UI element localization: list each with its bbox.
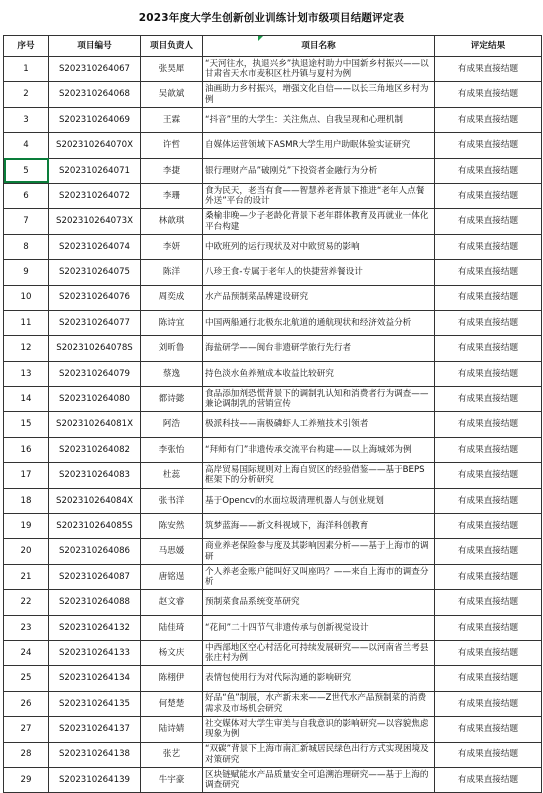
cell-seq[interactable]: 29: [4, 767, 49, 792]
cell-code[interactable]: S202310264075: [49, 260, 141, 285]
cell-result[interactable]: 有成果直接结题: [435, 107, 542, 132]
cell-result[interactable]: 有成果直接结题: [435, 209, 542, 234]
cell-result[interactable]: 有成果直接结题: [435, 640, 542, 665]
cell-seq[interactable]: 1: [4, 57, 49, 82]
cell-name[interactable]: 社交媒体对大学生审美与自我意识的影响研究—以容貌焦虑现象为例: [203, 717, 435, 742]
cell-code[interactable]: S202310264085S: [49, 514, 141, 539]
header-code[interactable]: 项目编号: [49, 36, 141, 57]
cell-leader[interactable]: 何楚楚: [141, 691, 203, 716]
table-row[interactable]: [4, 564, 542, 589]
cell-seq[interactable]: 7: [4, 209, 49, 234]
cell-name[interactable]: 海盐研学——闽台非遗研学旅行先行者: [203, 336, 435, 361]
table-row[interactable]: [4, 336, 542, 361]
cell-result[interactable]: 有成果直接结题: [435, 387, 542, 412]
cell-code[interactable]: S202310264133: [49, 640, 141, 665]
cell-code[interactable]: S202310264077: [49, 310, 141, 335]
cell-leader[interactable]: 林歆琪: [141, 209, 203, 234]
cell-leader[interactable]: 刘昕鲁: [141, 336, 203, 361]
cell-name[interactable]: 筑梦蓝海——新文科视域下，海洋科创教育: [203, 514, 435, 539]
table-row[interactable]: [4, 234, 542, 259]
header-row: [4, 36, 542, 57]
table-row[interactable]: [4, 767, 542, 792]
cell-name[interactable]: 基于Opencv的水面垃圾清理机器人与创业规划: [203, 488, 435, 513]
cell-seq[interactable]: 6: [4, 183, 49, 208]
cell-code[interactable]: S202310264087: [49, 564, 141, 589]
cell-result[interactable]: 有成果直接结题: [435, 717, 542, 742]
cell-name[interactable]: 高岸贸易国际规则对上海自贸区的经验借鉴——基于BEPS框架下的分析研究: [203, 463, 435, 488]
cell-result[interactable]: 有成果直接结题: [435, 539, 542, 564]
cell-name[interactable]: 商业养老保险参与度及其影响因素分析——基于上海市的调研: [203, 539, 435, 564]
cell-result[interactable]: 有成果直接结题: [435, 590, 542, 615]
table-row[interactable]: [4, 310, 542, 335]
cell-result[interactable]: 有成果直接结题: [435, 183, 542, 208]
cell-code[interactable]: S202310264074: [49, 234, 141, 259]
header-result[interactable]: 评定结果: [435, 36, 542, 57]
cell-seq[interactable]: 11: [4, 310, 49, 335]
table-row[interactable]: [4, 82, 542, 107]
cell-seq[interactable]: 23: [4, 615, 49, 640]
table-row[interactable]: [4, 742, 542, 767]
cell-name[interactable]: 食品添加剂恐慌背景下的调制乳认知和消费者行为调查——兼论调制乳的营销宣传: [203, 387, 435, 412]
table-row[interactable]: [4, 133, 542, 158]
cell-seq[interactable]: 4: [4, 133, 49, 158]
cell-result[interactable]: 有成果直接结题: [435, 285, 542, 310]
cell-leader[interactable]: 唐铭逞: [141, 564, 203, 589]
cell-leader[interactable]: 牛宇豪: [141, 767, 203, 792]
cell-result[interactable]: 有成果直接结题: [435, 57, 542, 82]
cell-leader[interactable]: 马思媛: [141, 539, 203, 564]
cell-name[interactable]: 水产品预制菜品牌建设研究: [203, 285, 435, 310]
cell-leader[interactable]: 李妍: [141, 234, 203, 259]
table-row[interactable]: [4, 590, 542, 615]
cell-seq[interactable]: 19: [4, 514, 49, 539]
cell-name[interactable]: 自媒体运营领域下ASMR大学生用户助眠体验实证研究: [203, 133, 435, 158]
cell-result[interactable]: 有成果直接结题: [435, 158, 542, 183]
cell-code[interactable]: S202310264081X: [49, 412, 141, 437]
cell-leader[interactable]: 李张怡: [141, 437, 203, 462]
header-seq[interactable]: 序号: [4, 36, 49, 57]
cell-seq[interactable]: 8: [4, 234, 49, 259]
table-row[interactable]: [4, 666, 542, 691]
cell-leader[interactable]: 张艺: [141, 742, 203, 767]
cell-result[interactable]: 有成果直接结题: [435, 133, 542, 158]
cell-leader[interactable]: 周奕成: [141, 285, 203, 310]
cell-name[interactable]: 中欧班列的运行现状及对中欧贸易的影响: [203, 234, 435, 259]
table-row[interactable]: [4, 437, 542, 462]
cell-code[interactable]: S202310264069: [49, 107, 141, 132]
table-row[interactable]: [4, 107, 542, 132]
table-row[interactable]: [4, 183, 542, 208]
cell-name[interactable]: 预制菜食品系统变革研究: [203, 590, 435, 615]
cell-code[interactable]: S202310264068: [49, 82, 141, 107]
cell-code[interactable]: S202310264086: [49, 539, 141, 564]
cell-name[interactable]: 好品“鱼”制展，水产新未来——Z世代水产品预制菜的消费需求及市场机会研究: [203, 691, 435, 716]
cell-name[interactable]: 油画助力乡村振兴，增强文化自信——以长三角地区乡村为例: [203, 82, 435, 107]
cell-name[interactable]: 持色淡水鱼养殖成本收益比较研究: [203, 361, 435, 386]
cell-seq[interactable]: 18: [4, 488, 49, 513]
cell-code[interactable]: S202310264070X: [49, 133, 141, 158]
cell-code[interactable]: S202310264076: [49, 285, 141, 310]
cell-code[interactable]: S202310264078S: [49, 336, 141, 361]
cell-leader[interactable]: 张昊犀: [141, 57, 203, 82]
table-row[interactable]: [4, 640, 542, 665]
cell-result[interactable]: 有成果直接结题: [435, 82, 542, 107]
cell-code[interactable]: S202310264072: [49, 183, 141, 208]
table-row[interactable]: [4, 387, 542, 412]
cell-result[interactable]: 有成果直接结题: [435, 310, 542, 335]
cell-leader[interactable]: 李珊: [141, 183, 203, 208]
cell-leader[interactable]: 吴歆斌: [141, 82, 203, 107]
table-row[interactable]: [4, 717, 542, 742]
table-row[interactable]: [4, 158, 542, 183]
cell-code[interactable]: S202310264080: [49, 387, 141, 412]
table-row[interactable]: [4, 463, 542, 488]
cell-leader[interactable]: 张书洋: [141, 488, 203, 513]
table-row[interactable]: [4, 514, 542, 539]
table-row[interactable]: [4, 539, 542, 564]
cell-leader[interactable]: 王霖: [141, 107, 203, 132]
cell-code[interactable]: S202310264132: [49, 615, 141, 640]
cell-seq[interactable]: 13: [4, 361, 49, 386]
cell-leader[interactable]: 蔡逸: [141, 361, 203, 386]
sheet-title: 2023年度大学生创新创业训练计划市级项目结题评定表: [138, 12, 405, 24]
cell-seq[interactable]: 25: [4, 666, 49, 691]
cell-leader[interactable]: 都诗懿: [141, 387, 203, 412]
cell-leader[interactable]: 陈安然: [141, 514, 203, 539]
cell-leader[interactable]: 陈栩伊: [141, 666, 203, 691]
cell-result[interactable]: 有成果直接结题: [435, 260, 542, 285]
cell-seq[interactable]: 17: [4, 463, 49, 488]
cell-code[interactable]: S202310264082: [49, 437, 141, 462]
cell-leader[interactable]: 李捷: [141, 158, 203, 183]
table-row[interactable]: [4, 361, 542, 386]
cell-seq[interactable]: 9: [4, 260, 49, 285]
header-leader[interactable]: 项目负责人: [141, 36, 203, 57]
cell-seq[interactable]: 2: [4, 82, 49, 107]
cell-code[interactable]: S202310264139: [49, 767, 141, 792]
cell-code[interactable]: S202310264137: [49, 717, 141, 742]
cell-seq[interactable]: 27: [4, 717, 49, 742]
cell-code[interactable]: S202310264067: [49, 57, 141, 82]
result-table: [3, 35, 542, 793]
cell-name[interactable]: 中国两船通行北极东北航道的通航现状和经济效益分析: [203, 310, 435, 335]
cell-leader[interactable]: 陆诗婧: [141, 717, 203, 742]
cell-seq[interactable]: 21: [4, 564, 49, 589]
cell-name[interactable]: 极派科技——南极磷虾人工养殖技术引领者: [203, 412, 435, 437]
cell-name[interactable]: 个人养老金账户能叫好又叫座吗？——来自上海市的调查分析: [203, 564, 435, 589]
cell-result[interactable]: 有成果直接结题: [435, 564, 542, 589]
cell-seq[interactable]: 10: [4, 285, 49, 310]
cell-seq[interactable]: 16: [4, 437, 49, 462]
cell-name[interactable]: 食为民天，老当有食——智慧养老背景下推进“老年人点餐外送”平台的设计: [203, 183, 435, 208]
cell-leader[interactable]: 陈诗宜: [141, 310, 203, 335]
table-row[interactable]: [4, 209, 542, 234]
cell-code[interactable]: S202310264079: [49, 361, 141, 386]
cell-leader[interactable]: 赵文睿: [141, 590, 203, 615]
cell-name[interactable]: “天河往水，执退兴乡”执退途村助力中国新乡村振兴——以甘肃省天水市麦积区杜丹镇与夏村为例: [203, 57, 435, 82]
cell-leader[interactable]: 杜蕊: [141, 463, 203, 488]
cell-code[interactable]: S202310264084X: [49, 488, 141, 513]
cell-result[interactable]: 有成果直接结题: [435, 615, 542, 640]
cell-result[interactable]: 有成果直接结题: [435, 767, 542, 792]
cell-seq[interactable]: 20: [4, 539, 49, 564]
table-row[interactable]: [4, 488, 542, 513]
cell-code[interactable]: S202310264071: [49, 158, 141, 183]
cell-result[interactable]: 有成果直接结题: [435, 666, 542, 691]
cell-seq[interactable]: 28: [4, 742, 49, 767]
cell-name[interactable]: 银行理财产品”破刚兑”下投资者金融行为分析: [203, 158, 435, 183]
cell-seq[interactable]: 22: [4, 590, 49, 615]
cell-code[interactable]: S202310264134: [49, 666, 141, 691]
cell-name[interactable]: 表情包使用行为对代际沟通的影响研究: [203, 666, 435, 691]
cell-name[interactable]: 区块链赋能水产品质量安全可追溯治理研究——基于上海的调查研究: [203, 767, 435, 792]
cell-seq[interactable]: 12: [4, 336, 49, 361]
cell-name[interactable]: “抖音”里的大学生：关注焦点、自我呈现和心理机制: [203, 107, 435, 132]
cell-seq[interactable]: 26: [4, 691, 49, 716]
cell-code[interactable]: S202310264073X: [49, 209, 141, 234]
table-row[interactable]: [4, 285, 542, 310]
cell-result[interactable]: 有成果直接结题: [435, 437, 542, 462]
cell-name[interactable]: 八珍王食-专属于老年人的快捷营养餐设计: [203, 260, 435, 285]
cell-leader[interactable]: 杨文庆: [141, 640, 203, 665]
cell-result[interactable]: 有成果直接结题: [435, 234, 542, 259]
cell-name[interactable]: “拜师有门”非遗传承交流平台构建——以上海城郊为例: [203, 437, 435, 462]
header-name[interactable]: 项目名称: [203, 36, 435, 57]
cell-name[interactable]: “花间”二十四节气非遗传承与创新视觉设计: [203, 615, 435, 640]
cell-seq[interactable]: 15: [4, 412, 49, 437]
cell-name[interactable]: “双碳”背景下上海市南汇新城居民绿色出行方式实现困境及对策研究: [203, 742, 435, 767]
table-row[interactable]: [4, 691, 542, 716]
cell-result[interactable]: 有成果直接结题: [435, 361, 542, 386]
cell-result[interactable]: 有成果直接结题: [435, 514, 542, 539]
cell-code[interactable]: S202310264135: [49, 691, 141, 716]
cell-result[interactable]: 有成果直接结题: [435, 691, 542, 716]
cell-leader[interactable]: 许哲: [141, 133, 203, 158]
cell-result[interactable]: 有成果直接结题: [435, 336, 542, 361]
table-body: [4, 57, 542, 793]
cell-code[interactable]: S202310264138: [49, 742, 141, 767]
cell-code[interactable]: S202310264088: [49, 590, 141, 615]
cell-leader[interactable]: 陈洋: [141, 260, 203, 285]
table-row[interactable]: [4, 260, 542, 285]
cell-seq[interactable]: 24: [4, 640, 49, 665]
cell-name[interactable]: 中西部地区空心村活化可持续发展研究——以河南省兰考县张庄村为例: [203, 640, 435, 665]
cell-result[interactable]: 有成果直接结题: [435, 463, 542, 488]
table-row[interactable]: [4, 412, 542, 437]
cell-seq[interactable]: 3: [4, 107, 49, 132]
cell-result[interactable]: 有成果直接结题: [435, 742, 542, 767]
cell-leader[interactable]: 阿浩: [141, 412, 203, 437]
cell-result[interactable]: 有成果直接结题: [435, 488, 542, 513]
cell-code[interactable]: S202310264083: [49, 463, 141, 488]
cell-result[interactable]: 有成果直接结题: [435, 412, 542, 437]
cell-seq[interactable]: 14: [4, 387, 49, 412]
cell-name[interactable]: 桑榆非晚—少子老龄化背景下老年群体教育及再就业一体化平台构建: [203, 209, 435, 234]
cell-seq[interactable]: 5: [4, 158, 49, 183]
table-row[interactable]: [4, 57, 542, 82]
table-row[interactable]: [4, 615, 542, 640]
cell-leader[interactable]: 陆佳琦: [141, 615, 203, 640]
